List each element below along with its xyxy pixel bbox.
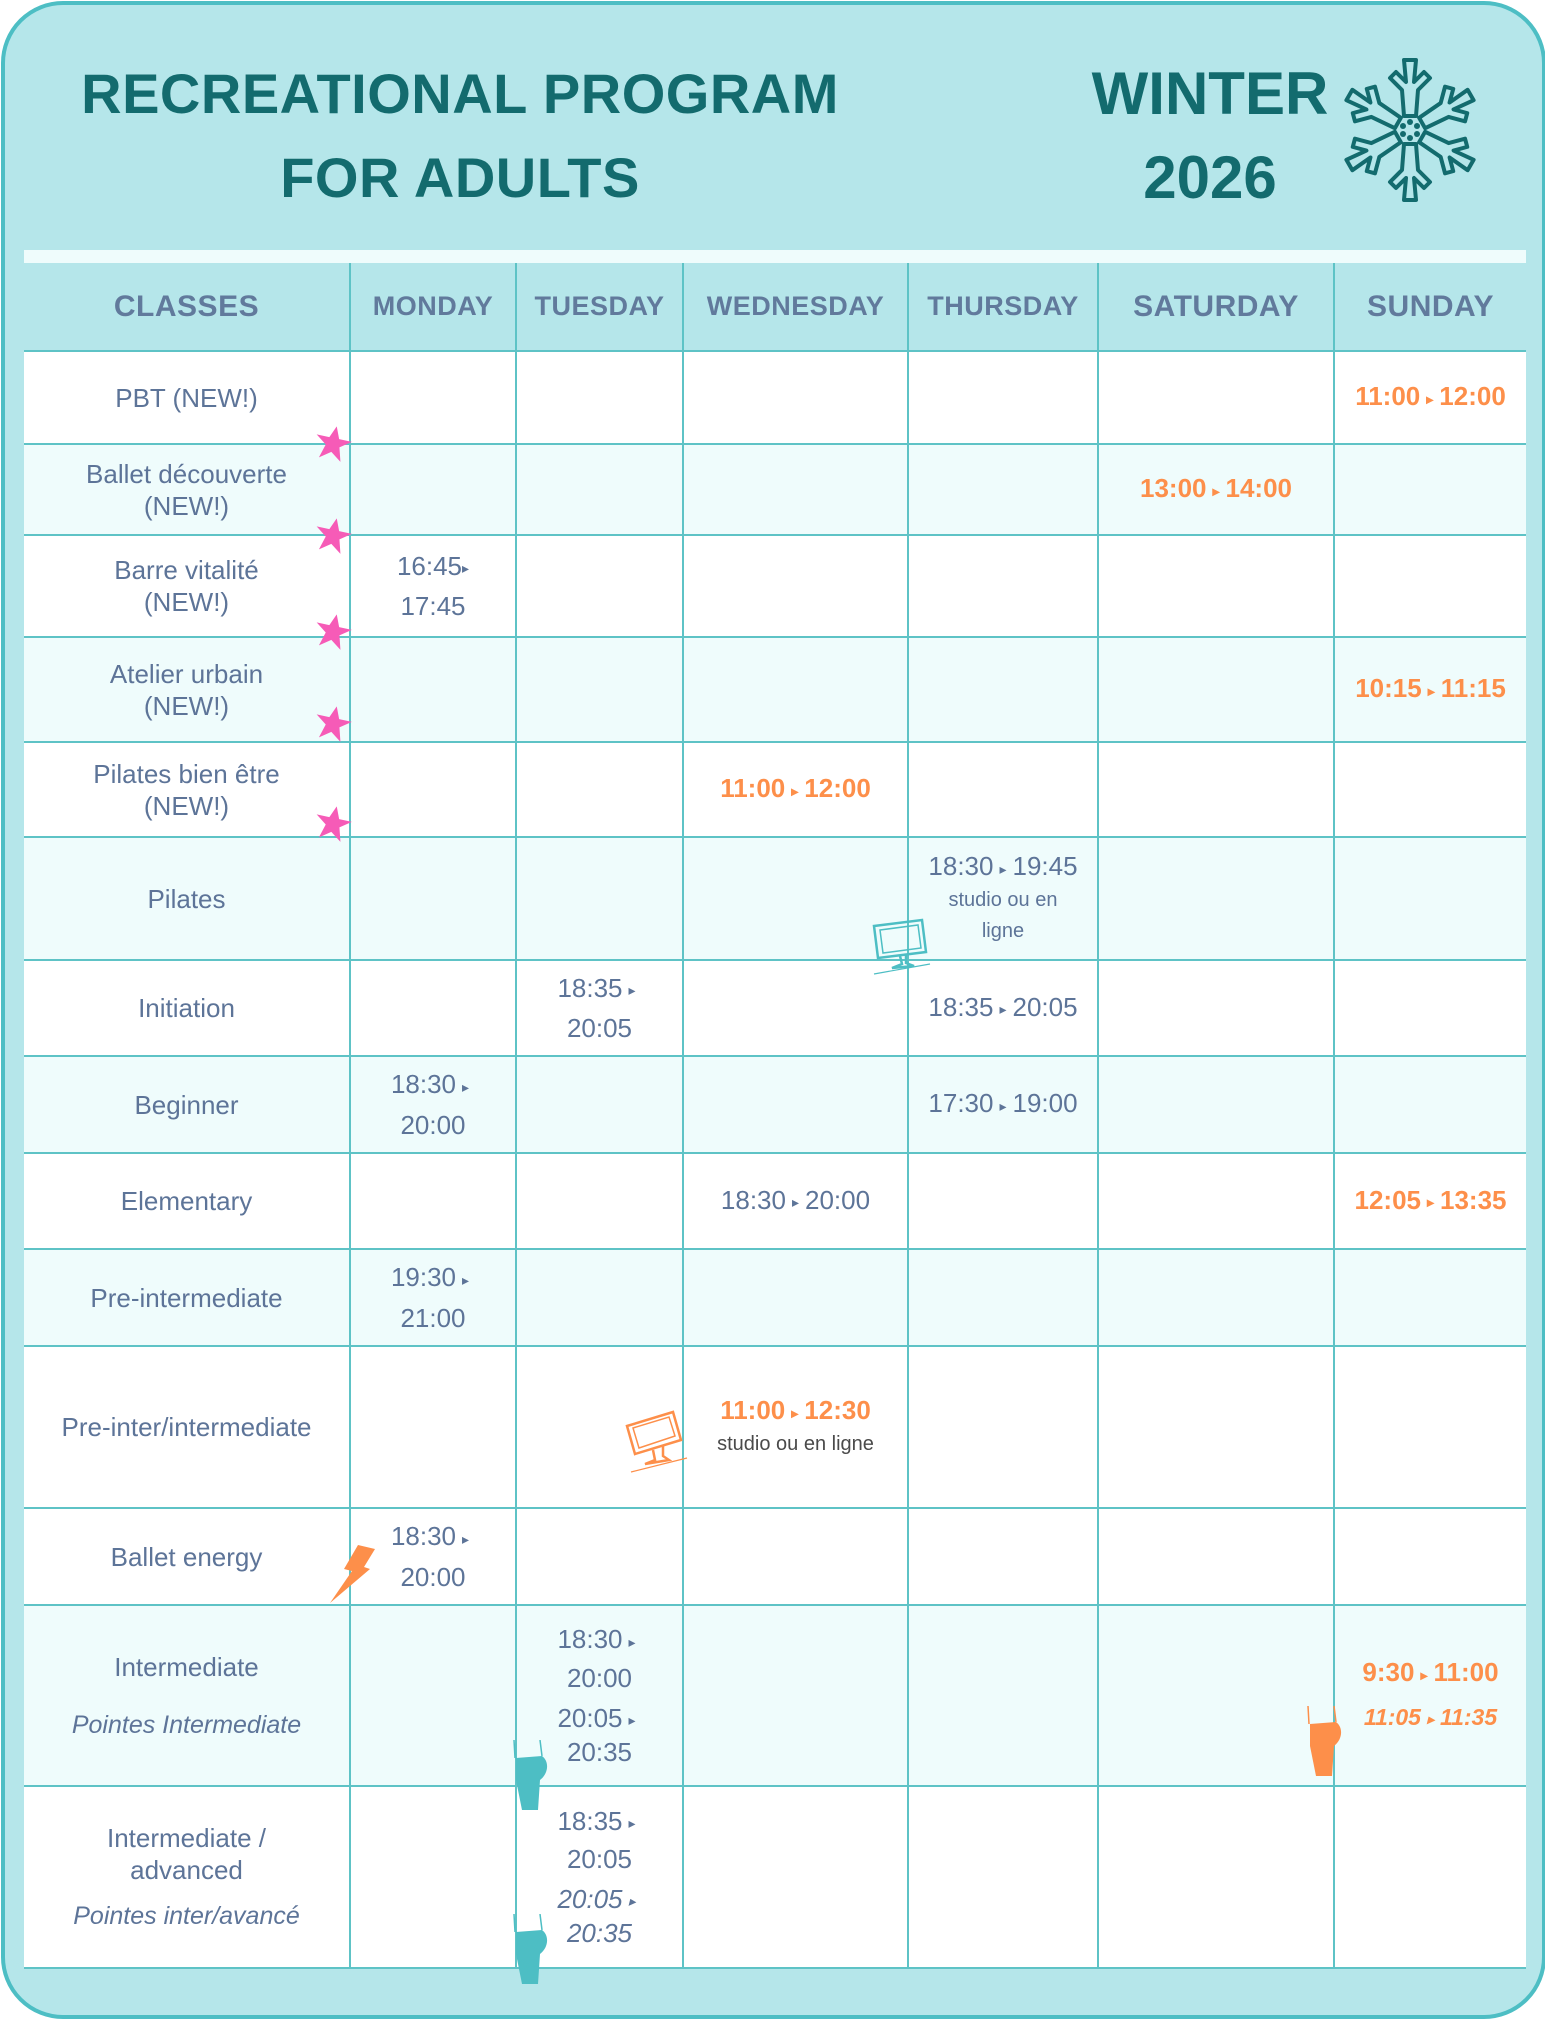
cell-wednesday [683, 1249, 908, 1346]
table-row [24, 742, 1526, 837]
time-end: 21:00 [400, 1302, 466, 1333]
time-end: 19:00 [1012, 1088, 1078, 1119]
cell-saturday [1098, 637, 1334, 742]
cell-monday [350, 1249, 516, 1346]
class-name-line: Atelier urbain [109, 658, 264, 689]
arrow-icon: ▸ [1420, 1666, 1428, 1683]
time-range [909, 850, 1097, 884]
cell-monday [350, 637, 516, 742]
arrow-icon: ▸ [1212, 482, 1220, 499]
cell-thursday [908, 1346, 1098, 1508]
cell-monday [350, 1153, 516, 1249]
cell-sunday [1334, 1249, 1526, 1346]
time-start-line [517, 1623, 682, 1657]
arrow-icon: ▸ [791, 1404, 799, 1421]
time-start-line [351, 1520, 515, 1554]
time-end: 20:05 [566, 1013, 633, 1044]
time-start: 18:30 [557, 1624, 623, 1655]
time-start: 12:05 [1354, 1184, 1421, 1215]
cell-sunday [1334, 960, 1526, 1056]
cell-tuesday [516, 351, 683, 444]
cell-thursday [908, 1508, 1098, 1605]
cell-monday [350, 535, 516, 637]
cell-tuesday [516, 837, 683, 960]
table-row [24, 1346, 1526, 1508]
table-row [24, 637, 1526, 742]
cell-sunday [1334, 351, 1526, 444]
time-start: 9:30 [1362, 1657, 1415, 1688]
class-name [24, 637, 350, 742]
col-monday: MONDAY [350, 263, 516, 351]
arrow-icon: ▸ [1427, 682, 1435, 699]
time-end: 20:00 [400, 1109, 466, 1140]
table-row [24, 1249, 1526, 1346]
cell-wednesday [683, 742, 908, 837]
time-end: 13:35 [1440, 1184, 1507, 1215]
title-line-1: RECREATIONAL PROGRAM [81, 62, 839, 125]
cell-saturday [1098, 1508, 1334, 1605]
time-start: 17:30 [928, 1088, 994, 1119]
cell-saturday [1098, 960, 1334, 1056]
time-range [684, 1394, 907, 1428]
pointes-start: 20:05 [557, 1884, 623, 1914]
cell-thursday [908, 637, 1098, 742]
new-label: (NEW!) [143, 790, 230, 821]
time-end: 11:00 [1433, 1657, 1499, 1688]
cell-tuesday [516, 444, 683, 535]
cell-saturday [1098, 742, 1334, 837]
class-name: Elementary [24, 1153, 350, 1249]
cell-saturday [1098, 535, 1334, 637]
cell-thursday [908, 837, 1098, 960]
time-start: 16:45 [396, 550, 463, 581]
cell-tuesday [516, 1508, 683, 1605]
cell-saturday [1098, 1056, 1334, 1153]
cell-thursday [908, 1153, 1098, 1249]
season-year: 2026 [1143, 144, 1277, 211]
cell-monday [350, 1056, 516, 1153]
cell-saturday [1098, 351, 1334, 444]
table-row [24, 1153, 1526, 1249]
cell-tuesday [516, 637, 683, 742]
cell-sunday [1334, 637, 1526, 742]
col-sunday: SUNDAY [1334, 263, 1526, 351]
class-name: Beginner [24, 1056, 350, 1153]
cell-sunday [1334, 444, 1526, 535]
class-name [24, 1605, 350, 1786]
time-end: 12:00 [804, 773, 871, 804]
cell-tuesday [516, 1605, 683, 1786]
pointes-start-line [517, 1883, 682, 1917]
new-label: (NEW!) [143, 490, 230, 521]
time-start: 13:00 [1139, 473, 1207, 504]
cell-sunday [1334, 837, 1526, 960]
col-classes: CLASSES [24, 263, 350, 351]
arrow-icon: ▸ [462, 1271, 470, 1288]
location-note: studio ou en ligne [948, 888, 1058, 942]
arrow-icon: ▸ [628, 1893, 636, 1910]
time-end: 12:30 [804, 1395, 871, 1426]
season-label: WINTER [1091, 60, 1329, 127]
cell-saturday [1098, 1605, 1334, 1786]
cell-monday [350, 1508, 516, 1605]
cell-wednesday [683, 1786, 908, 1968]
cell-wednesday [683, 535, 908, 637]
header-divider [24, 250, 1526, 263]
class-name: Pre-inter/intermediate [24, 1346, 350, 1508]
cell-wednesday [683, 1346, 908, 1508]
pointes-start-line [517, 1702, 682, 1736]
title-line-2: FOR ADULTS [280, 146, 640, 209]
cell-monday [350, 1605, 516, 1786]
cell-monday [350, 742, 516, 837]
class-name-line: Intermediate [114, 1651, 259, 1682]
new-label: (NEW!) [143, 587, 230, 617]
table-row [24, 351, 1526, 444]
time-end: 12:00 [1439, 381, 1506, 412]
time-start: 11:00 [720, 1395, 786, 1426]
time-start-line [351, 550, 515, 584]
arrow-icon: ▸ [999, 1097, 1007, 1114]
cell-saturday [1098, 1153, 1334, 1249]
cell-wednesday [683, 1056, 908, 1153]
class-name-line: Intermediate / [107, 1823, 266, 1853]
time-end: 14:00 [1225, 473, 1293, 504]
cell-thursday [908, 1056, 1098, 1153]
col-thursday: THURSDAY [908, 263, 1098, 351]
time-start: 18:35 [928, 991, 994, 1022]
cell-monday [350, 444, 516, 535]
pointes-end: 11:35 [1440, 1703, 1498, 1730]
class-name-line: Pilates bien être [93, 758, 280, 789]
time-range [1335, 1656, 1526, 1690]
schedule-table [24, 263, 1526, 1969]
time-start-line [351, 1261, 515, 1295]
time-start: 18:30 [390, 1521, 457, 1552]
cell-tuesday [516, 1786, 683, 1968]
time-start-line [351, 1068, 515, 1102]
arrow-icon: ▸ [791, 782, 799, 799]
cell-thursday [908, 535, 1098, 637]
cell-saturday [1098, 444, 1334, 535]
pointes-label: Pointes Intermediate [71, 1710, 302, 1739]
class-name-line: advanced [130, 1855, 243, 1885]
class-name-line: Ballet découverte [86, 458, 287, 489]
class-name: Ballet energy [24, 1508, 350, 1605]
cell-monday [350, 960, 516, 1056]
cell-thursday [908, 1786, 1098, 1968]
arrow-icon: ▸ [628, 1815, 636, 1831]
table-row [24, 960, 1526, 1056]
arrow-icon: ▸ [999, 860, 1007, 877]
time-end: 19:45 [1012, 851, 1078, 882]
time-end: 17:45 [400, 591, 466, 622]
cell-tuesday [516, 1249, 683, 1346]
arrow-icon: ▸ [462, 1530, 470, 1547]
col-saturday: SATURDAY [1098, 263, 1334, 351]
new-label: (NEW!) [143, 690, 230, 721]
time-start: 11:00 [1355, 381, 1421, 412]
time-start: 19:30 [390, 1262, 457, 1293]
cell-sunday [1334, 1346, 1526, 1508]
pointes-end: 20:35 [566, 1918, 633, 1949]
table-row [24, 1605, 1526, 1786]
time-start: 18:30 [928, 851, 994, 882]
class-name [24, 444, 350, 535]
cell-wednesday [683, 1153, 908, 1249]
col-wednesday: WEDNESDAY [683, 263, 908, 351]
time-start: 18:35 [557, 972, 623, 1003]
table-row [24, 535, 1526, 637]
cell-sunday [1334, 1056, 1526, 1153]
table-row [24, 1786, 1526, 1968]
pointes-start: 11:05 [1363, 1703, 1421, 1730]
cell-saturday [1098, 1786, 1334, 1968]
cell-tuesday [516, 535, 683, 637]
cell-wednesday [683, 637, 908, 742]
cell-tuesday [516, 742, 683, 837]
cell-saturday [1098, 1346, 1334, 1508]
col-tuesday: TUESDAY [516, 263, 683, 351]
time-start: 10:15 [1355, 673, 1422, 704]
arrow-icon: ▸ [628, 1711, 636, 1728]
cell-thursday [908, 351, 1098, 444]
cell-sunday [1334, 535, 1526, 637]
cell-sunday [1334, 1605, 1526, 1786]
arrow-icon: ▸ [628, 1633, 636, 1650]
time-start: 18:35 [557, 1805, 623, 1836]
cell-thursday [908, 444, 1098, 535]
class-name-line: Barre vitalité [114, 555, 259, 585]
arrow-icon: ▸ [1426, 1194, 1435, 1211]
arrow-icon: ▸ [1426, 1710, 1435, 1727]
pointes-label: Pointes inter/avancé [73, 1902, 300, 1930]
time-start-line [517, 972, 682, 1006]
time-start: 18:30 [720, 1184, 786, 1215]
cell-sunday [1334, 1508, 1526, 1605]
table-row [24, 444, 1526, 535]
cell-saturday [1098, 1249, 1334, 1346]
time-start: 11:00 [720, 773, 786, 804]
class-name: Initiation [24, 960, 350, 1056]
cell-wednesday [683, 351, 908, 444]
arrow-icon: ▸ [791, 1194, 800, 1211]
cell-monday [350, 1346, 516, 1508]
arrow-icon: ▸ [1426, 390, 1434, 407]
cell-monday [350, 837, 516, 960]
table-row [24, 1056, 1526, 1153]
cell-wednesday [683, 444, 908, 535]
cell-tuesday [516, 1153, 683, 1249]
arrow-icon: ▸ [462, 560, 470, 577]
program-title [60, 52, 860, 220]
time-end: 20:00 [400, 1561, 466, 1592]
arrow-icon: ▸ [999, 1001, 1007, 1018]
table-row [24, 837, 1526, 960]
time-end: 20:00 [805, 1184, 871, 1215]
class-name: PBT (NEW!) [24, 351, 350, 444]
cell-wednesday [683, 1508, 908, 1605]
location-note: studio ou en ligne [717, 1432, 874, 1455]
cell-monday [350, 351, 516, 444]
cell-sunday [1334, 742, 1526, 837]
cell-thursday [908, 742, 1098, 837]
cell-tuesday [516, 960, 683, 1056]
cell-tuesday [516, 1056, 683, 1153]
cell-monday [350, 1786, 516, 1968]
time-end: 20:00 [566, 1662, 633, 1693]
class-name: Pre-intermediate [24, 1249, 350, 1346]
arrow-icon: ▸ [462, 1078, 470, 1095]
cell-saturday [1098, 837, 1334, 960]
class-name [24, 742, 350, 837]
cell-thursday [908, 960, 1098, 1056]
time-start: 18:30 [390, 1069, 457, 1100]
cell-wednesday [683, 837, 908, 960]
class-name [24, 1786, 350, 1968]
cell-wednesday [683, 960, 908, 1056]
season-title [1080, 52, 1340, 220]
time-end: 11:15 [1440, 673, 1506, 704]
table-row [24, 1508, 1526, 1605]
class-name: Pilates [24, 837, 350, 960]
header-row [24, 263, 1526, 351]
pointes-range [1335, 1701, 1526, 1735]
cell-wednesday [683, 1605, 908, 1786]
pointes-end: 20:35 [566, 1736, 633, 1767]
cell-thursday [908, 1249, 1098, 1346]
time-end: 20:05 [1012, 991, 1078, 1022]
cell-sunday [1334, 1786, 1526, 1968]
time-end: 20:05 [566, 1844, 633, 1874]
arrow-icon: ▸ [628, 982, 636, 999]
cell-thursday [908, 1605, 1098, 1786]
cell-tuesday [516, 1346, 683, 1508]
cell-sunday [1334, 1153, 1526, 1249]
class-name [24, 535, 350, 637]
snowflake-icon [1330, 50, 1490, 210]
time-start-line [517, 1805, 682, 1839]
pointes-start: 20:05 [557, 1702, 623, 1733]
